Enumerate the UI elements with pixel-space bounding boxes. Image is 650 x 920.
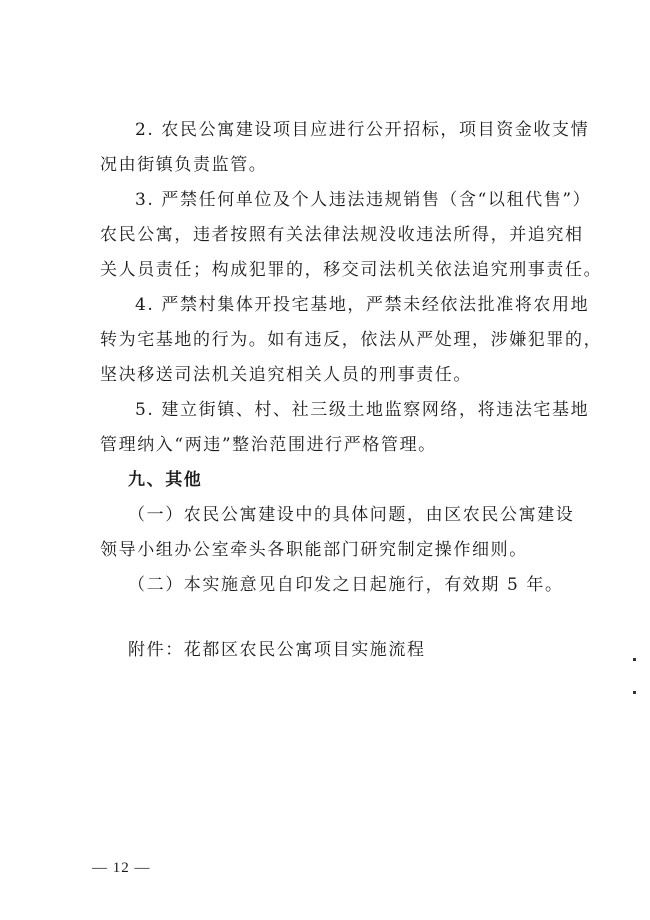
clause-1-line-2: 领导小组办公室牵头各职能部门研究制定操作细则。 (100, 540, 528, 560)
item-2-line-2: 况由街镇负责监管。 (100, 155, 268, 175)
item-5-line-1: 5. 建立街镇、村、社三级土地监察网络，将违法宅基地 (135, 400, 590, 420)
item-3-line-1: 3. 严禁任何单位及个人违法违规销售（含“以租代售”） (135, 190, 592, 210)
item-4-line-1: 4. 严禁村集体开投宅基地，严禁未经依法批准将农用地 (135, 295, 590, 315)
clause-2-line-1: （二）本实施意见自印发之日起施行，有效期 5 年。 (128, 575, 564, 595)
page-number: — 12 — (92, 860, 151, 876)
item-3-line-2: 农民公寓，违者按照有关法律法规没收违法所得，并追究相 (100, 225, 584, 245)
item-2-line-1: 2. 农民公寓建设项目应进行公开招标，项目资金收支情 (135, 120, 590, 140)
section-heading-other: 九、其他 (128, 470, 203, 490)
clause-1-line-1: （一）农民公寓建设中的具体问题，由区农民公寓建设 (128, 505, 575, 525)
item-4-line-2: 转为宅基地的行为。如有违反，依法从严处理，涉嫌犯罪的， (100, 330, 603, 350)
attachment-line: 附件：花都区农民公寓项目实施流程 (128, 640, 426, 660)
scan-mark (633, 658, 636, 661)
item-4-line-3: 坚决移送司法机关追究相关人员的刑事责任。 (100, 365, 472, 385)
item-5-line-2: 管理纳入“两违”整治范围进行严格管理。 (100, 435, 437, 455)
item-3-line-3: 关人员责任；构成犯罪的，移交司法机关依法追究刑事责任。 (100, 260, 603, 280)
scan-mark (633, 691, 636, 694)
